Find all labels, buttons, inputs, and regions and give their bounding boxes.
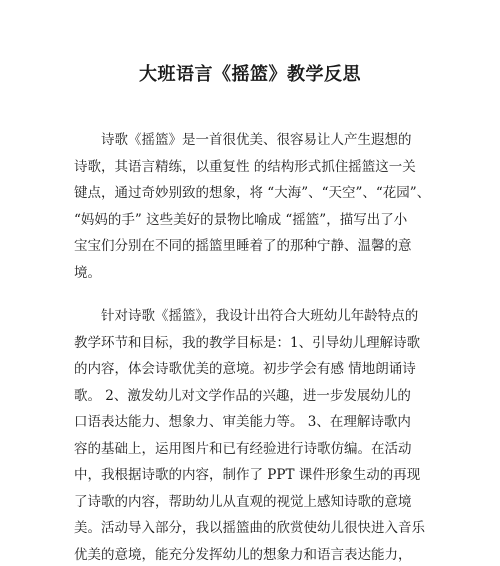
text-line: 境。 [74, 264, 101, 281]
text-line: 键点，通过奇妙别致的想象，将 “大海”、“天空”、“花园”、 [74, 185, 431, 201]
paragraph-spacer [74, 286, 436, 303]
document-body [74, 127, 436, 566]
text-line: 针对诗歌《摇篮》，我设计出符合大班幼儿年龄特点的 [101, 308, 419, 324]
text-line: 中，我根据诗歌的内容，制作了 PPT 课件形象生动的再现 [74, 467, 421, 483]
text-line: “妈妈的手” 这些美好的景物比喻成 “摇篮”，描写出了小 [74, 211, 408, 228]
text-line: 歌。 2、激发幼儿对文学作品的兴趣，进一步发展幼儿的 [74, 387, 411, 404]
text-line: 诗歌《摇篮》是一首很优美、很容易让人产生遐想的 [101, 132, 412, 148]
text-line: 优美的意境，能充分发挥幼儿的想象力和语言表达能力， [74, 546, 412, 563]
text-line: 教学环节和目标，我的教学目标是：1、引导幼儿理解诗歌 [74, 334, 421, 351]
text-line: 诗歌，其语言精练，以重复性 的结构形式抓住摇篮这一关 [74, 158, 416, 175]
text-line: 口语表达能力、想象力、审美能力等。 3、在理解诗歌内 [74, 414, 411, 430]
text-line: 的内容，体会诗歌优美的意境。初步学会有感 情地朗诵诗 [74, 361, 416, 377]
text-line: 美。活动导入部分，我以摇篮曲的欣赏使幼儿很快进入音乐 [74, 520, 425, 536]
paragraph [74, 127, 436, 286]
text-line: 容的基础上，运用图片和已有经验进行诗歌仿编。在活动 [74, 440, 412, 457]
text-line: 宝宝们分别在不同的摇篮里睡着了的那种宁静、温馨的意 [74, 238, 412, 254]
text-line: 了诗歌的内容，帮助幼儿从直观的视觉上感知诗歌的意境 [74, 493, 412, 510]
paragraph [74, 303, 436, 566]
document-title: 大班语言《摇篮》教学反思 [139, 64, 361, 85]
